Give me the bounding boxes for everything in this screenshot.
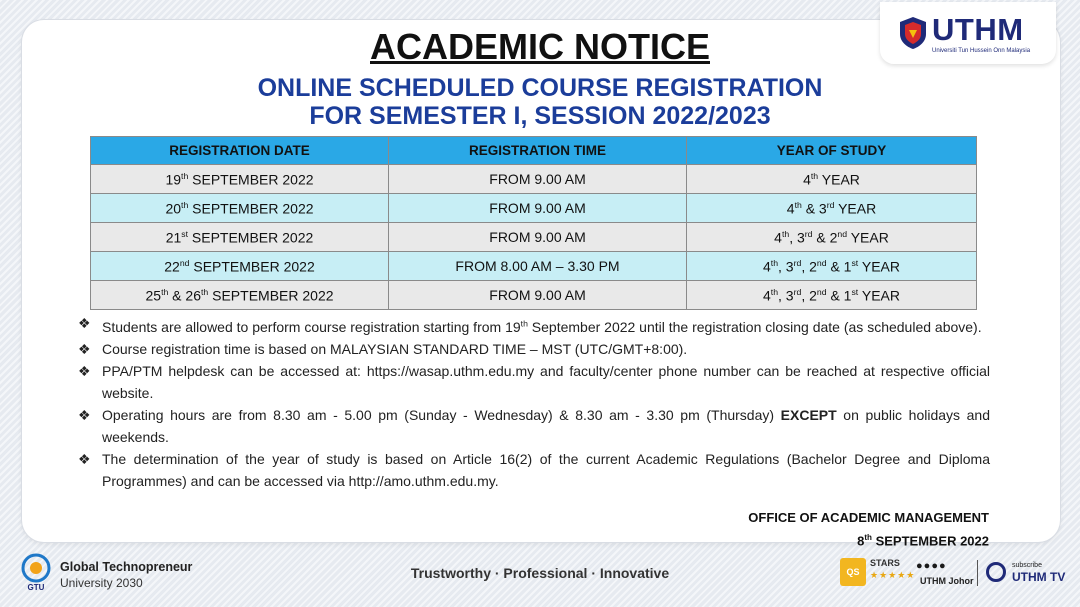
- social-label: UTHM Johor: [920, 576, 974, 586]
- cell-time: FROM 9.00 AM: [389, 281, 687, 310]
- linkedin-icon[interactable]: ●: [938, 560, 947, 572]
- ordinal-suffix: th: [770, 257, 779, 268]
- uthm-logo-text: UTHM: [932, 12, 1024, 47]
- list-item: [78, 404, 990, 448]
- ordinal-suffix: th: [864, 533, 872, 542]
- cell-date: 19th SEPTEMBER 2022: [91, 165, 389, 194]
- ordinal-suffix: rd: [826, 199, 835, 210]
- twitter-icon[interactable]: ●: [931, 560, 939, 572]
- gtu-line1: Global Technopreneur: [60, 560, 193, 574]
- ordinal-suffix: th: [201, 286, 209, 297]
- stars-label: STARS: [870, 558, 900, 568]
- header-year-of-study: YEAR OF STUDY: [687, 137, 977, 165]
- instagram-icon[interactable]: ●: [923, 560, 932, 572]
- cell-time: FROM 9.00 AM: [389, 223, 687, 252]
- diamond-bullet-icon: ❖: [78, 450, 91, 467]
- gtu-line2: University 2030: [60, 576, 143, 590]
- table-row: [91, 252, 977, 281]
- facebook-icon[interactable]: ●: [916, 560, 924, 572]
- ordinal-suffix: rd: [793, 257, 802, 268]
- note-emphasis: EXCEPT: [780, 406, 837, 423]
- cell-date: 21st SEPTEMBER 2022: [91, 223, 389, 252]
- ordinal-suffix: th: [770, 286, 779, 297]
- signature-block: [748, 508, 989, 551]
- ordinal-suffix: th: [181, 170, 189, 181]
- note-text: Students are allowed to perform course registration starting from 19th September 2022 until the registration closing date (as scheduled above).: [102, 318, 982, 335]
- note-text-part: on public holidays and weekends.: [102, 406, 990, 445]
- ordinal-suffix: nd: [837, 228, 848, 239]
- cell-year: 4th, 3rd & 2nd YEAR: [687, 223, 977, 252]
- list-item: [78, 448, 990, 492]
- notes-list: [78, 312, 990, 492]
- notice-subtitle-line1: ONLINE SCHEDULED COURSE REGISTRATION: [257, 74, 823, 102]
- ordinal-suffix: nd: [179, 257, 190, 268]
- diamond-bullet-icon: ❖: [78, 362, 91, 379]
- qs-logo-icon: QS: [840, 558, 866, 586]
- tv-name: UTHM TV: [1012, 570, 1066, 584]
- footer-divider: [977, 560, 978, 586]
- ordinal-suffix: st: [851, 257, 859, 268]
- cell-time: FROM 8.00 AM – 3.30 PM: [389, 252, 687, 281]
- registration-schedule-table: [90, 136, 977, 310]
- play-icon: [986, 562, 1006, 582]
- ordinal-suffix: th: [810, 170, 819, 181]
- ordinal-suffix: th: [794, 199, 802, 210]
- office-name: OFFICE OF ACADEMIC MANAGEMENT: [748, 510, 989, 525]
- tv-subscribe-label: subscribe: [1012, 562, 1042, 569]
- ordinal-suffix: nd: [816, 286, 827, 297]
- social-icons[interactable]: [916, 560, 947, 572]
- cell-date: 20th SEPTEMBER 2022: [91, 194, 389, 223]
- list-item: [78, 312, 990, 338]
- cell-date: 22nd SEPTEMBER 2022: [91, 252, 389, 281]
- diamond-bullet-icon: ❖: [78, 406, 91, 423]
- table-row: [91, 165, 977, 194]
- note-text: PPA/PTM helpdesk can be accessed at: https://wasap.uthm.edu.my and faculty/center phone number can be reached at respective official website.: [102, 362, 990, 401]
- notice-date: 8th SEPTEMBER 2022: [857, 533, 989, 549]
- cell-year: 4th YEAR: [687, 165, 977, 194]
- ordinal-suffix: nd: [816, 257, 827, 268]
- ordinal-suffix: th: [161, 286, 169, 297]
- note-text: [102, 407, 990, 445]
- cell-time: FROM 9.00 AM: [389, 194, 687, 223]
- notice-subtitle-line2: FOR SEMESTER I, SESSION 2022/2023: [309, 102, 771, 130]
- notice-title: ACADEMIC NOTICE: [370, 26, 710, 67]
- uthm-logo-subtitle: Universiti Tun Hussein Onn Malaysia: [932, 48, 1031, 54]
- cell-year: 4th, 3rd, 2nd & 1st YEAR: [687, 252, 977, 281]
- ordinal-suffix: th: [781, 228, 790, 239]
- note-text: The determination of the year of study is based on Article 16(2) of the current Academic Regulations (Bachelor Degree and Diploma Programmes) and can be accessed via http://amo.uthm.edu.my.: [102, 450, 990, 489]
- cell-time: FROM 9.00 AM: [389, 165, 687, 194]
- list-item: [78, 360, 990, 404]
- ordinal-suffix: st: [181, 228, 189, 239]
- cell-year: 4th, 3rd, 2nd & 1st YEAR: [687, 281, 977, 310]
- qs-stars-badge: [840, 556, 916, 590]
- ordinal-suffix: rd: [804, 228, 813, 239]
- header-registration-date: REGISTRATION DATE: [91, 137, 389, 165]
- uthm-tv-link[interactable]: [986, 560, 1066, 590]
- table-row: [91, 223, 977, 252]
- table-header-row: [91, 137, 977, 165]
- diamond-bullet-icon: ❖: [78, 315, 91, 331]
- ordinal-suffix: th: [520, 318, 528, 328]
- diamond-bullet-icon: ❖: [78, 340, 91, 357]
- cell-year: 4th & 3rd YEAR: [687, 194, 977, 223]
- note-text-part: Operating hours are from 8.30 am - 5.00 pm (Sunday - Wednesday) & 8.30 am - 3.30 pm (Thursday): [102, 406, 781, 423]
- university-tagline: Trustworthy · Professional · Innovative: [410, 565, 670, 581]
- ordinal-suffix: st: [851, 286, 859, 297]
- ordinal-suffix: rd: [793, 286, 802, 297]
- cell-date: 25th & 26th SEPTEMBER 2022: [91, 281, 389, 310]
- list-item: [78, 338, 990, 360]
- note-text: Course registration time is based on MALAYSIAN STANDARD TIME – MST (UTC/GMT+8:00).: [102, 340, 688, 357]
- header-registration-time: REGISTRATION TIME: [389, 137, 687, 165]
- table-row: [91, 194, 977, 223]
- table-row: [91, 281, 977, 310]
- gtu-badge-text: GTU: [27, 583, 45, 592]
- star-rating-icon: ★★★★★: [870, 570, 916, 580]
- ordinal-suffix: th: [181, 199, 189, 210]
